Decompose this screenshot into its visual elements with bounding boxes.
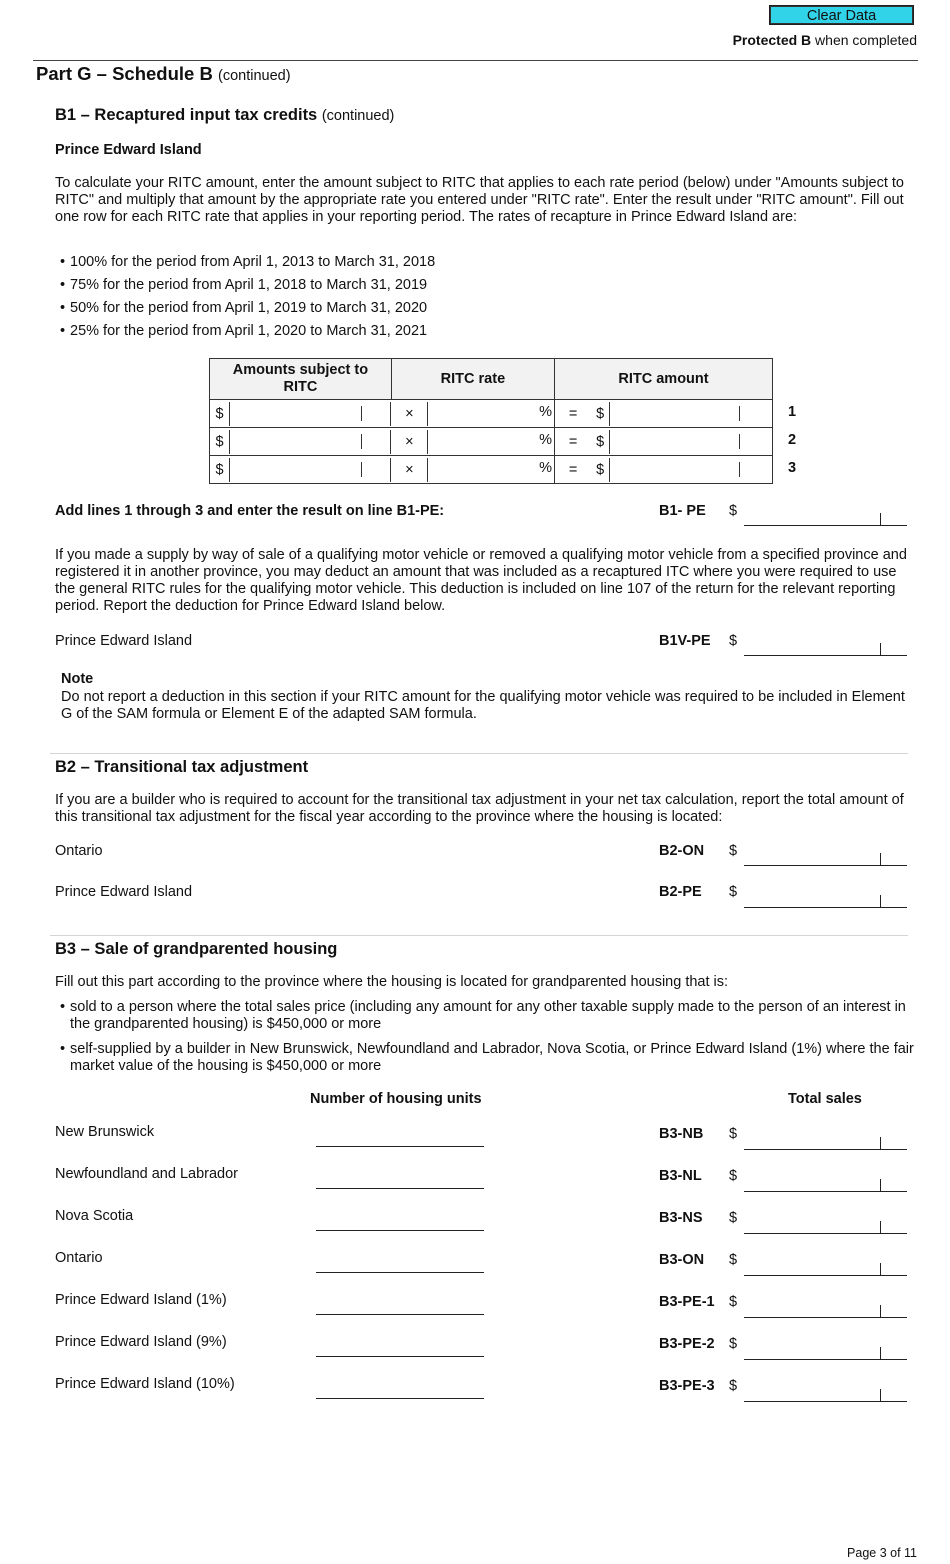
b1-continued: (continued) [321, 108, 395, 124]
ritc-rate-input-1[interactable] [427, 402, 554, 426]
cents-divider [361, 462, 362, 477]
b2-pe-code: B2-PE [659, 884, 702, 900]
dollar-sign: $ [729, 1378, 738, 1394]
b2-on-label: Ontario [55, 843, 103, 859]
rate-bullet: • 25% for the period from April 1, 2020 to March 31, 2021 [60, 323, 920, 340]
equals-sign: = [555, 400, 592, 428]
b2-text: If you are a builder who is required to account for the transitional tax adjustment in your net tax calculation, report the total amount of this transitional tax adjustment for the fiscal year according to the province where the housing is located: [55, 792, 904, 825]
b2-on-code: B2-ON [659, 843, 705, 859]
amount-subject-input-1[interactable] [229, 402, 391, 426]
line-number: 1 [788, 404, 797, 420]
b1-province-heading: Prince Edward Island [55, 142, 202, 158]
cents-divider [739, 462, 740, 477]
dollar-sign: $ [729, 1126, 738, 1142]
b1v-pe-code: B1V-PE [659, 633, 711, 649]
b3-pe-1-sales-input[interactable] [744, 1299, 907, 1318]
dollar-sign: $ [729, 884, 738, 900]
dollar-sign: $ [210, 400, 229, 428]
b3-nb-label: New Brunswick [55, 1124, 155, 1140]
dollar-sign: $ [729, 843, 738, 859]
b3-pe-1-code: B3-PE-1 [659, 1294, 715, 1310]
b3-pe-2-label: Prince Edward Island (9%) [55, 1334, 227, 1350]
ritc-rate-input-3[interactable] [427, 458, 554, 482]
b1-instructions: To calculate your RITC amount, enter the amount subject to RITC that applies to each rate period (below) under "Amounts subject to RITC" and multiply that amount by the appropriate rate you entered under "RITC rate". Enter the result under "RITC amount". Fill out one row for each RITC rate that applies in your reporting period. The rates of recapture in Prince Edward Island are: [55, 175, 905, 225]
rate-cell [427, 456, 554, 484]
b3-ns-units-input[interactable] [316, 1212, 484, 1231]
dollar-sign: $ [729, 633, 738, 649]
dollar-sign: $ [729, 1252, 738, 1268]
b1-title [55, 106, 394, 125]
col-housing-units: Number of housing units [310, 1091, 482, 1107]
ritc-row-1 [210, 400, 773, 428]
ritc-table [209, 358, 773, 484]
protected-b-bold: Protected B [732, 32, 812, 48]
dollar-sign: $ [729, 1168, 738, 1184]
b3-nl-sales-input[interactable] [744, 1173, 907, 1192]
b2-on-input[interactable] [744, 847, 907, 866]
dollar-sign: $ [591, 400, 609, 428]
protected-b-label [733, 32, 917, 48]
b2-pe-input[interactable] [744, 889, 907, 908]
ritc-table-header [210, 359, 773, 400]
amount-cell [229, 428, 391, 456]
b3-pe-3-label: Prince Edward Island (10%) [55, 1376, 235, 1392]
b3-nb-units-input[interactable] [316, 1128, 484, 1147]
b3-nl-code: B3-NL [659, 1168, 702, 1184]
b3-pe-2-sales-input[interactable] [744, 1341, 907, 1360]
b3-nb-code: B3-NB [659, 1126, 704, 1142]
b1v-pe-input[interactable] [744, 637, 907, 656]
part-continued: (continued) [217, 68, 291, 84]
b3-pe-1-label: Prince Edward Island (1%) [55, 1292, 227, 1308]
b1-pe-code: B1- PE [659, 503, 706, 519]
ritc-row-2 [210, 428, 773, 456]
amount-subject-input-2[interactable] [229, 430, 391, 454]
b3-ns-label: Nova Scotia [55, 1208, 134, 1224]
ritc-rate-input-2[interactable] [427, 430, 554, 454]
note-title: Note [61, 671, 94, 687]
b3-pe-1-units-input[interactable] [316, 1296, 484, 1315]
equals-sign: = [555, 456, 592, 484]
part-title-text: Part G – Schedule B [36, 63, 213, 84]
ritc-amount-cell [609, 456, 772, 484]
b1-motor-vehicle-text: If you made a supply by way of sale of a qualifying motor vehicle or removed a qualifying motor vehicle from a specified province and registered it in another province, you may deduct an amount that was included as a recaptured ITC where you were required to use the general RITC rules for the qualifying motor vehicle. This deduction is included on line 107 of the return for the relevant reporting period. Report the deduction for Prince Edward Island below. [55, 547, 907, 614]
protected-b-rest: when completed [811, 32, 917, 48]
part-title [36, 63, 291, 85]
percent-sign: % [539, 404, 553, 420]
b2-title: B2 – Transitional tax adjustment [55, 758, 309, 776]
col-ritc-rate: RITC rate [391, 359, 554, 400]
col-ritc-amount: RITC amount [555, 359, 773, 400]
b3-nb-sales-input[interactable] [744, 1131, 907, 1150]
dollar-sign: $ [729, 503, 738, 519]
cents-divider [739, 434, 740, 449]
rate-cell [427, 428, 554, 456]
page-number: Page 3 of 11 [847, 1546, 917, 1560]
b3-bullet: • self-supplied by a builder in New Brunswick, Newfoundland and Labrador, Nova Scotia, or Prince Edward Island (1%) where the fair market value of the housing is $450,000 or more [60, 1041, 920, 1075]
b3-pe-2-code: B3-PE-2 [659, 1336, 715, 1352]
rate-bullet: • 50% for the period from April 1, 2019 to March 31, 2020 [60, 300, 920, 317]
dollar-sign: $ [729, 1210, 738, 1226]
b3-title: B3 – Sale of grandparented housing [55, 940, 338, 958]
times-sign: × [391, 428, 427, 456]
b3-pe-2-units-input[interactable] [316, 1338, 484, 1357]
note-text: Do not report a deduction in this section if your RITC amount for the qualifying motor vehicle was required to be included in Element G of the SAM formula or Element E of the adapted SAM formula. [61, 689, 905, 722]
header-divider [33, 60, 918, 61]
line-number: 2 [788, 432, 797, 448]
cents-divider [361, 434, 362, 449]
b3-on-label: Ontario [55, 1250, 103, 1266]
b1v-pe-label: Prince Edward Island [55, 633, 193, 649]
rate-cell [427, 400, 554, 428]
amount-cell [229, 400, 391, 428]
rate-bullet: • 100% for the period from April 1, 2013 to March 31, 2018 [60, 254, 920, 271]
times-sign: × [391, 400, 427, 428]
dollar-sign: $ [210, 428, 229, 456]
percent-sign: % [539, 432, 553, 448]
b3-pe-3-units-input[interactable] [316, 1380, 484, 1399]
b3-nl-label: Newfoundland and Labrador [55, 1166, 238, 1182]
b3-ns-sales-input[interactable] [744, 1215, 907, 1234]
dollar-sign: $ [210, 456, 229, 484]
ritc-amount-input-1[interactable] [609, 402, 772, 426]
col-amounts-subject: Amounts subject to RITC [210, 359, 392, 400]
times-sign: × [391, 456, 427, 484]
b3-nl-units-input[interactable] [316, 1170, 484, 1189]
dollar-sign: $ [591, 456, 609, 484]
ritc-amount-cell [609, 400, 772, 428]
ritc-amount-input-2[interactable] [609, 430, 772, 454]
b1-pe-input[interactable] [744, 507, 907, 526]
b2-pe-label: Prince Edward Island [55, 884, 193, 900]
ritc-amount-cell [609, 428, 772, 456]
amount-subject-input-3[interactable] [229, 458, 391, 482]
amount-cell [229, 456, 391, 484]
b3-on-units-input[interactable] [316, 1254, 484, 1273]
percent-sign: % [539, 460, 553, 476]
section-divider [50, 753, 908, 754]
dollar-sign: $ [729, 1336, 738, 1352]
b3-on-sales-input[interactable] [744, 1257, 907, 1276]
rate-bullet: • 75% for the period from April 1, 2018 to March 31, 2019 [60, 277, 920, 294]
b3-pe-3-sales-input[interactable] [744, 1383, 907, 1402]
b3-ns-code: B3-NS [659, 1210, 703, 1226]
ritc-amount-input-3[interactable] [609, 458, 772, 482]
b1-total-label: Add lines 1 through 3 and enter the result on line B1-PE: [55, 503, 445, 519]
equals-sign: = [555, 428, 592, 456]
b3-pe-3-code: B3-PE-3 [659, 1378, 715, 1394]
b3-intro: Fill out this part according to the province where the housing is located for grandparented housing that is: [55, 974, 729, 990]
col-total-sales: Total sales [788, 1091, 862, 1107]
line-number: 3 [788, 460, 797, 476]
section-divider [50, 935, 908, 936]
b1-title-text: B1 – Recaptured input tax credits [55, 106, 318, 124]
clear-data-button[interactable]: Clear Data [769, 5, 914, 25]
b3-on-code: B3-ON [659, 1252, 705, 1268]
b3-bullet: • sold to a person where the total sales price (including any amount for any other taxable supply made to the person of an interest in the grandparented housing) is $450,000 or more [60, 999, 920, 1033]
cents-divider [361, 406, 362, 421]
ritc-row-3 [210, 456, 773, 484]
dollar-sign: $ [729, 1294, 738, 1310]
dollar-sign: $ [591, 428, 609, 456]
cents-divider [739, 406, 740, 421]
